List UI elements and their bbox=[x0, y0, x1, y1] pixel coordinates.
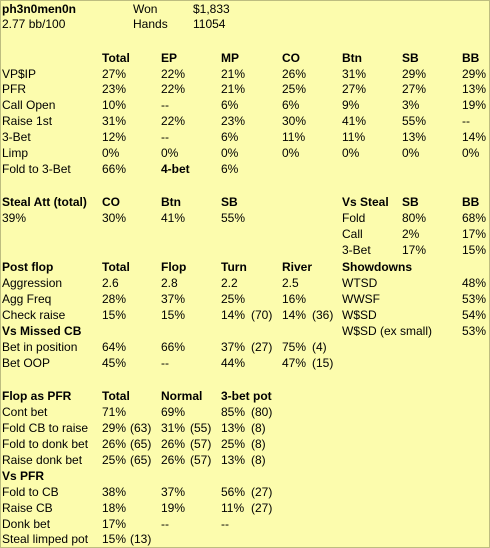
cell: 23% bbox=[102, 82, 127, 96]
postflop-col-river: River bbox=[282, 260, 313, 274]
player-name: ph3n0men0n bbox=[2, 2, 77, 16]
cell: 13% bbox=[462, 82, 487, 96]
cell: 75% bbox=[282, 340, 307, 354]
row-label: Cont bet bbox=[2, 405, 48, 419]
cell: 22% bbox=[161, 82, 186, 96]
postflop-col-turn: Turn bbox=[221, 260, 247, 274]
cell: 45% bbox=[102, 356, 127, 370]
cell: 0% bbox=[282, 146, 300, 160]
steal-col-co: CO bbox=[102, 195, 120, 209]
showdown-label: W$SD (ex small) bbox=[342, 324, 433, 338]
cell: 31% bbox=[161, 421, 186, 435]
cell: 37% bbox=[161, 292, 186, 306]
cell: 29% bbox=[402, 67, 427, 81]
cell: 25% bbox=[221, 437, 246, 451]
row-label: Aggression bbox=[2, 276, 63, 290]
col-header-total: Total bbox=[102, 51, 130, 65]
cell: 12% bbox=[102, 130, 127, 144]
cell: 28% bbox=[102, 292, 127, 306]
row-label: Raise CB bbox=[2, 501, 53, 515]
hands-label: Hands bbox=[133, 17, 168, 31]
cell: 37% bbox=[161, 485, 186, 499]
cell: 14% bbox=[462, 130, 487, 144]
postflop-col-total: Total bbox=[102, 260, 130, 274]
cell: 2.2 bbox=[221, 276, 238, 290]
won-label: Won bbox=[133, 2, 158, 16]
cell: 55% bbox=[221, 211, 246, 225]
cell: 66% bbox=[102, 162, 127, 176]
flop-pfr-col-normal: Normal bbox=[161, 389, 203, 403]
col-header-co: CO bbox=[282, 51, 300, 65]
sample-count: (4) bbox=[312, 340, 327, 354]
showdown-label: W$SD bbox=[342, 308, 377, 322]
col-header-btn: Btn bbox=[342, 51, 362, 65]
cell: 71% bbox=[102, 405, 127, 419]
four-bet-label: 4-bet bbox=[161, 162, 190, 176]
sample-count: (27) bbox=[251, 485, 273, 499]
sample-count: (70) bbox=[251, 308, 273, 322]
cell: 13% bbox=[221, 421, 246, 435]
row-label: Check raise bbox=[2, 308, 66, 322]
row-label: PFR bbox=[2, 82, 26, 96]
row-label: Agg Freq bbox=[2, 292, 52, 306]
sample-count: (63) bbox=[130, 421, 152, 435]
vs-steal-title: Vs Steal bbox=[342, 195, 389, 209]
row-label: Bet OOP bbox=[2, 356, 51, 370]
cell: 30% bbox=[102, 211, 127, 225]
cell: 17% bbox=[462, 227, 487, 241]
cell: 55% bbox=[402, 114, 427, 128]
cell: 22% bbox=[161, 67, 186, 81]
cell: 41% bbox=[161, 211, 186, 225]
cell: 26% bbox=[102, 437, 127, 451]
cell: -- bbox=[161, 98, 169, 112]
hands-value: 11054 bbox=[193, 17, 226, 31]
cell: 23% bbox=[221, 114, 246, 128]
row-label: Donk bet bbox=[2, 517, 51, 531]
cell: 2.5 bbox=[282, 276, 299, 290]
cell: 15% bbox=[462, 243, 487, 257]
sample-count: (55) bbox=[190, 421, 212, 435]
cell: 0% bbox=[342, 146, 360, 160]
cell: 27% bbox=[102, 67, 127, 81]
cell: 64% bbox=[102, 340, 127, 354]
col-header-mp: MP bbox=[221, 51, 239, 65]
sample-count: (8) bbox=[251, 453, 266, 467]
cell: 69% bbox=[161, 405, 186, 419]
cell: 41% bbox=[342, 114, 367, 128]
showdowns-title: Showdowns bbox=[342, 260, 412, 274]
row-label: Call bbox=[342, 227, 363, 241]
cell: 14% bbox=[282, 308, 307, 322]
flop-pfr-title: Flop as PFR bbox=[2, 389, 72, 403]
cell: 9% bbox=[342, 98, 360, 112]
sample-count: (57) bbox=[190, 437, 212, 451]
vs-steal-col-bb: BB bbox=[462, 195, 480, 209]
flop-pfr-col-total: Total bbox=[102, 389, 130, 403]
cell: 0% bbox=[462, 146, 480, 160]
sample-count: (65) bbox=[130, 437, 152, 451]
sample-count: (27) bbox=[251, 501, 273, 515]
cell: 19% bbox=[161, 501, 186, 515]
won-value: $1,833 bbox=[193, 2, 230, 16]
cell: 14% bbox=[221, 308, 246, 322]
cell: 25% bbox=[221, 292, 246, 306]
cell: 38% bbox=[102, 485, 127, 499]
cell: 31% bbox=[102, 114, 127, 128]
postflop-col-flop: Flop bbox=[161, 260, 187, 274]
cell: 17% bbox=[102, 517, 127, 531]
sample-count: (27) bbox=[251, 340, 273, 354]
steal-col-sb: SB bbox=[221, 195, 238, 209]
cell: 66% bbox=[161, 340, 186, 354]
col-header-sb: SB bbox=[402, 51, 419, 65]
cell: 6% bbox=[282, 98, 300, 112]
cell: 10% bbox=[102, 98, 127, 112]
showdown-label: WWSF bbox=[342, 292, 380, 306]
showdown-value: 53% bbox=[462, 292, 487, 306]
cell: 11% bbox=[342, 130, 366, 144]
cell: 0% bbox=[221, 146, 239, 160]
cell: 17% bbox=[402, 243, 427, 257]
row-label: Bet in position bbox=[2, 340, 78, 354]
cell: 44% bbox=[221, 356, 246, 370]
row-label: Fold to 3-Bet bbox=[2, 162, 71, 176]
steal-col-btn: Btn bbox=[161, 195, 181, 209]
row-label: 3-Bet bbox=[2, 130, 31, 144]
cell: 15% bbox=[102, 532, 127, 546]
cell: 2.6 bbox=[102, 276, 119, 290]
cell: 3% bbox=[402, 98, 420, 112]
sample-count: (65) bbox=[130, 453, 152, 467]
row-label: Steal limped pot bbox=[2, 532, 89, 546]
cell: 80% bbox=[402, 211, 427, 225]
cell: 13% bbox=[402, 130, 427, 144]
cell: 21% bbox=[221, 67, 246, 81]
cell: 68% bbox=[462, 211, 487, 225]
col-header-ep: EP bbox=[161, 51, 178, 65]
cell: -- bbox=[161, 517, 169, 531]
row-label: Limp bbox=[2, 146, 29, 160]
cell: -- bbox=[221, 517, 229, 531]
cell: 37% bbox=[221, 340, 246, 354]
sample-count: (13) bbox=[130, 532, 152, 546]
cell: 21% bbox=[221, 82, 246, 96]
cell: 85% bbox=[221, 405, 246, 419]
cell: 25% bbox=[102, 453, 127, 467]
showdown-value: 54% bbox=[462, 308, 487, 322]
flop-pfr-col-3bet: 3-bet pot bbox=[221, 389, 272, 403]
col-header-bb: BB bbox=[462, 51, 480, 65]
row-label: Raise 1st bbox=[2, 114, 53, 128]
showdown-value: 53% bbox=[462, 324, 487, 338]
cell: 26% bbox=[161, 437, 186, 451]
steal-header: Steal Att (total) bbox=[2, 195, 87, 209]
cell: -- bbox=[161, 356, 169, 370]
cell: 15% bbox=[161, 308, 186, 322]
sample-count: (36) bbox=[312, 308, 334, 322]
cell: 56% bbox=[221, 485, 246, 499]
row-label: Fold to donk bet bbox=[2, 437, 89, 451]
cell: 26% bbox=[282, 67, 307, 81]
vs-pfr-title: Vs PFR bbox=[2, 469, 45, 483]
cell: 27% bbox=[402, 82, 427, 96]
vs-steal-col-sb: SB bbox=[402, 195, 419, 209]
row-label: Fold to CB bbox=[2, 485, 59, 499]
cell: 47% bbox=[282, 356, 307, 370]
steal-total: 39% bbox=[2, 211, 27, 225]
showdown-label: WTSD bbox=[342, 276, 378, 290]
cell: 29% bbox=[462, 67, 487, 81]
cell: 11% bbox=[221, 501, 245, 515]
row-label: Raise donk bet bbox=[2, 453, 83, 467]
cell: 26% bbox=[161, 453, 186, 467]
bb-rate: 2.77 bb/100 bbox=[2, 17, 66, 31]
cell: 27% bbox=[342, 82, 367, 96]
cell: 15% bbox=[102, 308, 127, 322]
cell: 22% bbox=[161, 114, 186, 128]
cell: 30% bbox=[282, 114, 307, 128]
cell: 29% bbox=[102, 421, 127, 435]
cell: 2.8 bbox=[161, 276, 178, 290]
sample-count: (8) bbox=[251, 421, 266, 435]
cell: 18% bbox=[102, 501, 127, 515]
cell: -- bbox=[462, 114, 470, 128]
row-label: 3-Bet bbox=[342, 243, 371, 257]
missed-cb-title: Vs Missed CB bbox=[2, 324, 82, 338]
row-label: Fold CB to raise bbox=[2, 421, 89, 435]
cell: 0% bbox=[102, 146, 120, 160]
cell: 0% bbox=[161, 146, 179, 160]
cell: 16% bbox=[282, 292, 307, 306]
sample-count: (8) bbox=[251, 437, 266, 451]
cell: 2% bbox=[402, 227, 420, 241]
showdown-value: 48% bbox=[462, 276, 487, 290]
sample-count: (80) bbox=[251, 405, 273, 419]
postflop-title: Post flop bbox=[2, 260, 54, 274]
cell: 25% bbox=[282, 82, 307, 96]
cell: -- bbox=[161, 130, 169, 144]
cell: 11% bbox=[282, 130, 306, 144]
sample-count: (15) bbox=[312, 356, 334, 370]
row-label: Call Open bbox=[2, 98, 56, 112]
cell: 13% bbox=[221, 453, 246, 467]
cell: 0% bbox=[402, 146, 420, 160]
cell: 6% bbox=[221, 98, 239, 112]
row-label: Fold bbox=[342, 211, 366, 225]
cell: 6% bbox=[221, 130, 239, 144]
sample-count: (57) bbox=[190, 453, 212, 467]
cell: 6% bbox=[221, 162, 239, 176]
row-label: VP$IP bbox=[2, 67, 37, 81]
cell: 19% bbox=[462, 98, 487, 112]
cell: 31% bbox=[342, 67, 367, 81]
